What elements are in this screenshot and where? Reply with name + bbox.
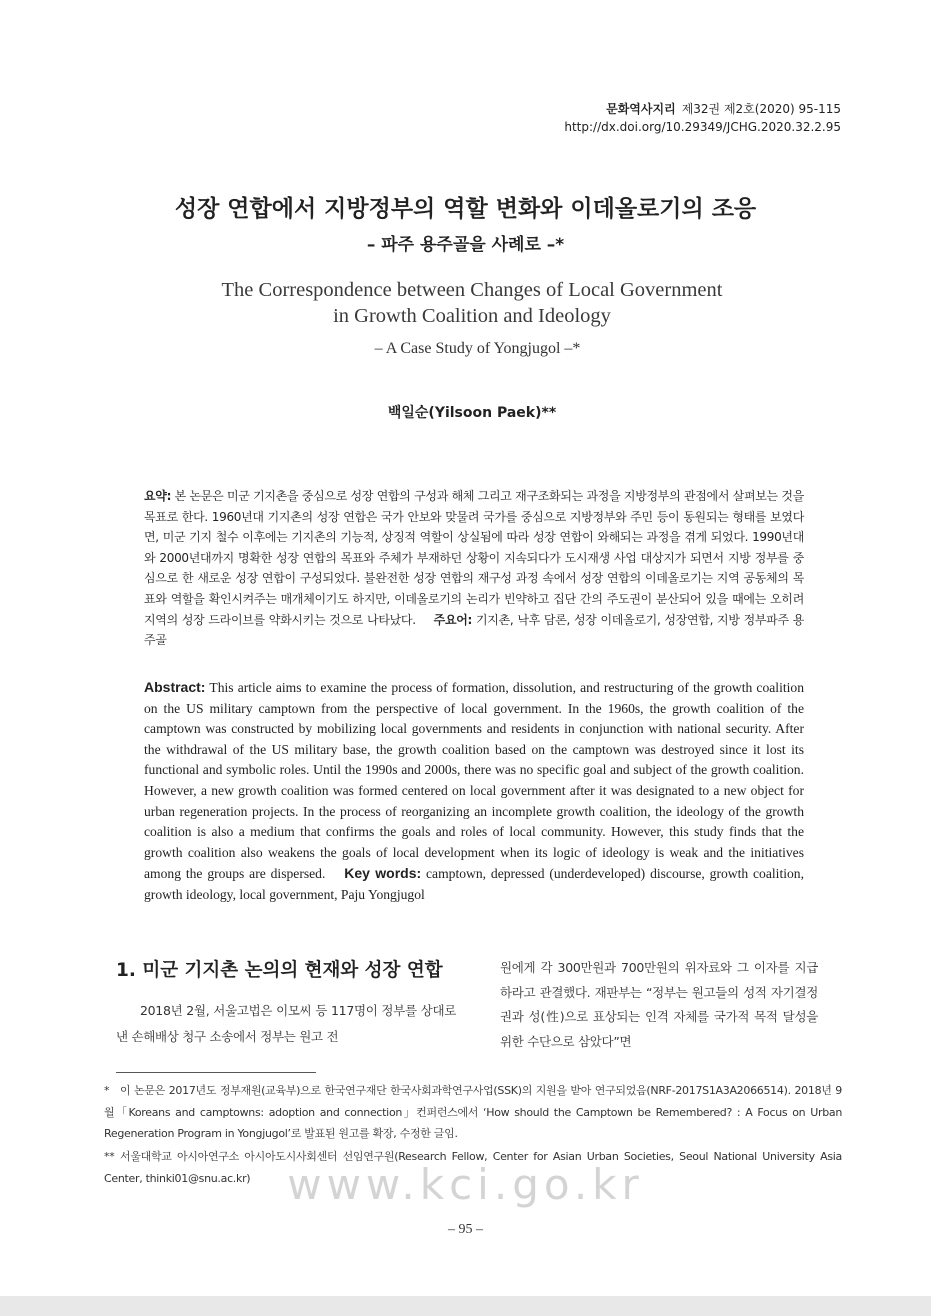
abstract-korean-label: 요약:: [144, 489, 172, 503]
paper-subtitle-korean: – 파주 용주골을 사례로 –*: [366, 235, 565, 255]
journal-header: [564, 100, 841, 136]
body-text-right-column: 원에게 각 300만원과 700만원의 위자료와 그 이자를 지급하라고 관결했다. 재판부는 “정부는 원고들의 성적 자기결정권과 성(性)으로 표상되는 인격 자체를 국가적 목적 달성을 위한 수단으로 삼았다”면: [500, 960, 818, 1049]
abstract-korean-text: 본 논문은 미군 기지촌을 중심으로 성장 연합의 구성과 해체 그리고 재구조화되는 과정을 지방정부의 관점에서 살펴보는 것을 목표로 한다. 1960년대 기지촌의 성장 연합은 국가 안보와 맞물려 국가를 중심으로 지방정부와 주민 등이 동원되는 형태를 보였다면, 미군 기지 철수 이후에는 기지촌의 기능적, 상징적 역할이 상실됨에 따라 성장 연합이 와해되는 과정을 겪게 되었다. 1990년대와 2000년대까지 명확한 성장 연합의 목표와 주체가 부재하던 상황이 지속되다가 도시재생 사업 대상지가 되면서 지방 정부를 중심으로 한 새로운 성장 연합이 구성되었다. 불완전한 성장 연합의 재구성 과정 속에서 성장 연합의 이데올로기는 지역 공동체의 목표와 역할을 확인시켜주는 매개체이기도 하지만, 이데올로기의 논리가 빈약하고 집단 간의 주도권이 분산되어 있을 때에는 오히려 지역의 성장 드라이브를 약화시키는 것으로 나타났다.: [144, 489, 804, 627]
paper-title-english-line2: in Growth Coalition and Ideology: [333, 305, 611, 327]
footnote-affiliation-text: 서울대학교 아시아연구소 아시아도시사회센터 선임연구원(Research Fellow, Center for Asian Urban Societies, Seoul National University Asia Center, thinki01@snu.ac.kr): [104, 1150, 842, 1185]
paper-title-korean: 성장 연합에서 지방정부의 역할 변화와 이데올로기의 조응: [174, 196, 757, 222]
footnote-divider: [116, 1072, 316, 1073]
paper-subtitle-english: – A Case Study of Yongjugol –*: [374, 340, 581, 357]
abstract-english-text: This article aims to examine the process of formation, dissolution, and restructuring of the growth coalition on the US military camptown from the perspective of local government. In the 1960s, the growth coalition of the camptown was constructed by mobilizing local governments and residents in conjunction with national security. After the withdrawal of the US military base, the growth coalition based on the camptown was destroyed since it lost its functional and symbolic roles. Until the 1990s and 2000s, there was no specific goal and subject of the growth coalition. However, a new growth coalition was formed centered on local government after it was designated to a new object for urban regeneration projects. In the process of reorganizing an incomplete growth coalition, the ideology of the growth coalition is also a medium that confirms the goals and roles of local community. However, this study finds that the growth coalition also weakens the goals of local development when its logic of ideology is weak and the initiatives among the groups are dispersed.: [144, 680, 804, 882]
footnote-marker: *: [104, 1084, 110, 1097]
abstract-korean: [144, 486, 804, 651]
paper-title-english: [0, 277, 931, 329]
abstract-english-label: Abstract:: [144, 679, 206, 695]
author-name: 백일순(Yilsoon Paek)**: [387, 405, 557, 421]
doi-link[interactable]: http://dx.doi.org/10.29349/JCHG.2020.32.2.95: [564, 120, 841, 134]
abstract-english: [144, 677, 804, 906]
keywords-english-label: Key words:: [344, 865, 422, 882]
keywords-korean-label: 주요어:: [433, 612, 473, 627]
footnote-funding: [104, 1080, 842, 1145]
keywords-korean: 기지촌, 낙후 담론, 성장 이데올로기, 성장연합, 지방 정부파주 용주골: [144, 612, 805, 648]
body-text-left-column: 2018년 2월, 서울고법은 이모씨 등 117명이 정부를 상대로 낸 손해배상 청구 소송에서 정부는 원고 전: [116, 1003, 456, 1044]
keywords-english: camptown, depressed (underdeveloped) discourse, growth coalition, growth ideology, local government, Paju Yongjugol: [144, 866, 804, 902]
journal-issue: 제32권 제2호(2020) 95-115: [681, 102, 841, 116]
journal-info-line: [564, 100, 841, 118]
watermark: www.kci.go.kr: [287, 1160, 644, 1209]
footnote-funding-text: 이 논문은 2017년도 정부재원(교육부)으로 한국연구재단 한국사회과학연구사업(SSK)의 지원을 받아 연구되었음(NRF-2017S1A3A2066514). 2018년 9월「Koreans and camptowns: adoption and connection」컨퍼런스에서 ‘How should the Camptown be Remembered? : A Focus on Urban Regeneration Program in Yongjugol’로 발표된 원고를 확장, 수정한 글임.: [104, 1084, 842, 1140]
footnote-marker: **: [104, 1150, 115, 1163]
paper-title-english-line1: The Correspondence between Changes of Local Government: [221, 279, 723, 301]
page-number: – 95 –: [448, 1222, 483, 1237]
journal-name: 문화역사지리: [606, 102, 676, 116]
section-heading: 1. 미군 기지촌 논의의 현재와 성장 연합: [116, 960, 443, 981]
viewer-bottom-band: [0, 1296, 931, 1316]
